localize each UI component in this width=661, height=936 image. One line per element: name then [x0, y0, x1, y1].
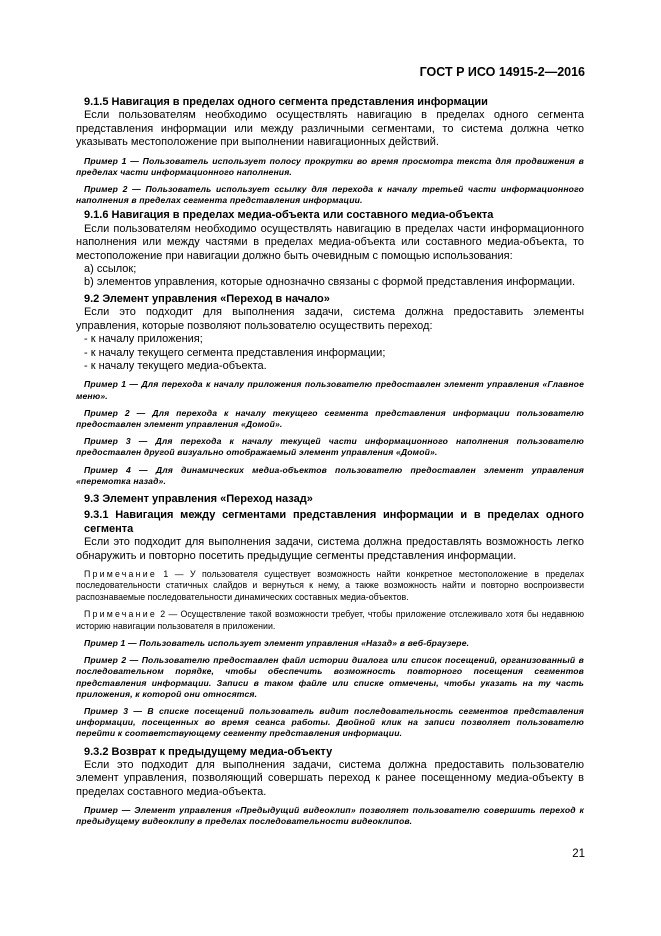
section-9-3-1-note-2: [76, 609, 584, 632]
section-9-2-heading: 9.2 Элемент управления «Переход в начало»: [84, 292, 330, 305]
section-9-3-1-text: Если это подходит для выполнения задачи, система должна предоставлять возможность легко обнаружить и повторно посетить предыдущие сегменты представления информации.: [76, 536, 584, 562]
section-9-1-6-item-b: b) элементов управления, которые однозначно связаны с формой представления информации.: [84, 276, 576, 289]
section-9-1-5-heading: 9.1.5 Навигация в пределах одного сегмента представления информации: [84, 96, 488, 108]
note-text: 2 — Осуществление такой возможности требует, чтобы приложение отслеживало хотя бы недавнюю историю навигации пользователя в приложении.: [76, 609, 584, 631]
section-9-3-1-example-1: Пример 1 — Пользователь использует элемент управления «Назад» в веб-браузере.: [84, 638, 470, 648]
section-9-2-example-3: Пример 3 — Для перехода к началу текущей части информационного наполнения пользователю предоставлен другой визуально отображаемый элемент управления «Домой».: [76, 436, 584, 458]
section-9-3-1-note-1: [76, 569, 584, 603]
section-9-3-2-text: Если это подходит для выполнения задачи, система должна предоставить пользователю элемент управления, позволяющий совершать переход к ранее посещенному медиа-объекту в пределах составного медиа-объекта.: [76, 759, 584, 798]
section-9-1-5-text: Если пользователям необходимо осуществлять навигацию в пределах одного сегмента представления информации или между различными сегментами, то система должна четко указывать местоположение при выполнении навигационных действий.: [76, 109, 584, 149]
page-number: 21: [572, 848, 585, 860]
note-label: Примечание: [84, 568, 157, 579]
section-9-1-5-example-2: Пример 2 — Пользователь использует ссылку для перехода к началу третьей части информационного наполнения в пределах сегмента представления информации.: [76, 184, 584, 206]
section-9-3-1-example-3: Пример 3 — В списке посещений пользователь видит последовательность сегментов представления информации, посещенных во время сеанса работы. Двойной клик на записи позволяет пользователю перейти к соответствующему сегменту представления информации.: [76, 706, 584, 739]
standard-header: ГОСТ Р ИСО 14915-2—2016: [419, 65, 585, 79]
section-9-2-example-2: Пример 2 — Для перехода к началу текущего сегмента представления информации пользователю предоставлен элемент управления «Домой».: [76, 407, 584, 429]
note-text: 1 — У пользователя существует возможность найти конкретное местоположение в пределах последовательности статичных слайдов и вернуться к нему, а также возможность найти и повторно воспроизвести распознаваемые последовательности динамических составных медиа-объектов.: [76, 568, 584, 602]
section-9-1-5-example-1: Пример 1 — Пользователь использует полосу прокрутки во время просмотра текста для продвижения в пределах части информационного наполнения.: [76, 155, 584, 177]
section-9-2-text: Если это подходит для выполнения задачи, система должна предоставить элементы управления, которые позволяют пользователю осуществить переход:: [76, 306, 584, 332]
section-9-3-2-heading: 9.3.2 Возврат к предыдущему медиа-объекту: [84, 745, 333, 758]
section-9-3-2-example: Пример — Элемент управления «Предыдущий видеоклип» позволяет пользователю совершить переход к предыдущему видеоклипу в пределах последовательности видеоклипов.: [76, 805, 584, 827]
page-body: [76, 96, 584, 828]
section-9-1-6-text: Если пользователям необходимо осуществлять навигацию в пределах части информационного наполнения или между частями в пределах медиа-объекта или составного медиа-объекта, то местоположение при навигации должно быть очевидным с помощью использования:: [76, 222, 584, 262]
section-9-2-list-item: - к началу приложения;: [84, 333, 203, 346]
section-9-2-list-item: - к началу текущего сегмента представления информации;: [84, 346, 386, 359]
section-9-2-example-4: Пример 4 — Для динамических медиа-объектов пользователю предоставлен элемент управления «перемотка назад».: [76, 464, 584, 486]
section-9-1-6-heading: 9.1.6 Навигация в пределах медиа-объекта или составного медиа-объекта: [84, 209, 494, 222]
section-9-1-6-item-a: a) ссылок;: [84, 263, 137, 276]
section-9-3-heading: 9.3 Элемент управления «Переход назад»: [84, 492, 313, 505]
section-9-3-1-heading: 9.3.1 Навигация между сегментами представления информации и в пределах одного сегмента: [84, 509, 584, 535]
section-9-2-example-1: Пример 1 — Для перехода к началу приложения пользователю предоставлен элемент управления «Главное меню».: [76, 379, 584, 401]
note-label: Примечание: [84, 609, 157, 620]
section-9-2-list-item: - к началу текущего медиа-объекта.: [84, 359, 267, 372]
section-9-3-1-example-2: Пример 2 — Пользователю предоставлен файл истории диалога или список посещений, организованный в последовательном порядке, чтобы обеспечить возможность повторного посещения сегментов представления информации. Записи в таком файле или списке отмечены, чтобы указать на ту часть приложения, к которой они относятся.: [76, 655, 584, 699]
